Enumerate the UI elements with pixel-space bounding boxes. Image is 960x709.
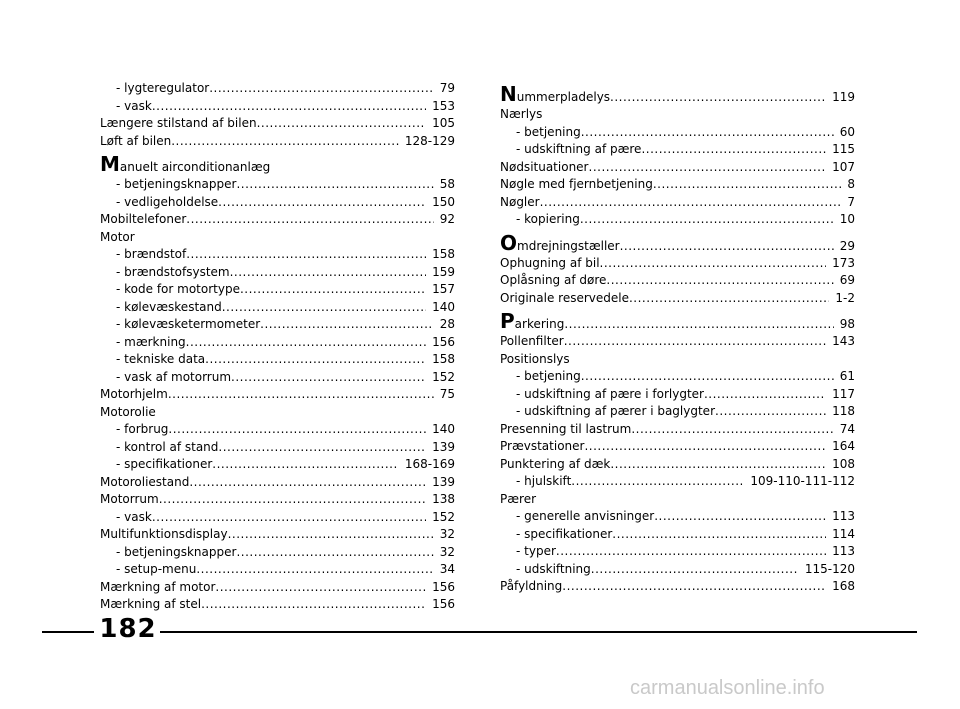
index-entry-label xyxy=(116,334,186,352)
dot-leader xyxy=(168,386,434,404)
index-entry-page: 75 xyxy=(439,387,455,401)
index-entry-text: Punktering af dæk xyxy=(500,456,611,471)
index-entry-text: anuelt airconditionanlæg xyxy=(119,160,271,174)
index-entry xyxy=(100,421,455,439)
index-entry-page: 138 xyxy=(432,492,455,506)
dot-leader xyxy=(654,508,826,526)
index-entry-text: mdrejningstæller xyxy=(517,238,620,253)
index-entry xyxy=(100,115,455,133)
index-entry-page: 8 xyxy=(847,177,855,191)
dot-leader xyxy=(257,115,427,133)
index-entry xyxy=(100,264,455,282)
index-entry-label xyxy=(100,491,159,509)
index-entry-page: 156 xyxy=(432,597,455,611)
index-entry-text: - setup-menu xyxy=(116,562,197,576)
index-entry xyxy=(500,543,855,561)
index-entry-label xyxy=(500,272,606,290)
index-entry-label xyxy=(500,311,564,335)
index-entry xyxy=(500,333,855,351)
index-entry-page: 108 xyxy=(832,456,855,471)
index-entry xyxy=(100,386,455,404)
index-entry-label xyxy=(116,80,209,98)
dot-leader xyxy=(228,526,434,544)
index-entry-page: 164 xyxy=(832,439,855,453)
dot-leader xyxy=(171,133,399,151)
index-entry-label xyxy=(516,368,581,386)
index-entry-label xyxy=(500,106,542,124)
dot-leader xyxy=(186,246,426,264)
dot-leader xyxy=(584,438,826,456)
dot-leader xyxy=(209,80,433,98)
dot-leader xyxy=(562,578,826,596)
dot-leader xyxy=(612,526,826,544)
index-entry-text: ummerpladelys xyxy=(516,90,611,104)
index-entry xyxy=(100,369,455,387)
index-entry-label xyxy=(516,473,571,491)
index-entry xyxy=(100,474,455,492)
index-entry-text: - udskiftning af pære xyxy=(516,142,642,156)
index-entry-label xyxy=(116,369,231,387)
index-entry-label xyxy=(116,561,196,579)
index-entry-text: Nødsituationer xyxy=(500,159,589,174)
dot-leader xyxy=(540,194,842,212)
index-entry-label xyxy=(500,421,631,439)
index-entry-label xyxy=(516,141,641,159)
index-entry-text: Motorhjelm xyxy=(100,387,168,401)
dot-leader xyxy=(189,474,426,492)
footer-rule-right xyxy=(160,631,917,633)
dot-leader xyxy=(610,86,826,108)
index-entry-text: - vask xyxy=(116,509,152,524)
index-entry-text: Ophugning af bil xyxy=(500,255,600,270)
index-entry-label xyxy=(116,98,152,116)
index-entry xyxy=(100,439,455,457)
index-entry-text: arkering xyxy=(514,317,565,331)
index-entry xyxy=(500,561,855,579)
index-entry-page: 60 xyxy=(839,124,855,139)
index-entry-page: 1-2 xyxy=(835,290,855,305)
dot-leader xyxy=(564,333,826,351)
index-entry xyxy=(100,281,455,299)
index-entry-page: 159 xyxy=(432,264,455,279)
index-entry-page: 32 xyxy=(439,527,455,541)
index-entry-text: Mobiltelefoner xyxy=(100,212,187,226)
dot-leader xyxy=(230,264,426,282)
index-entry-page: 115 xyxy=(832,142,855,156)
index-entry-label xyxy=(116,316,260,334)
index-entry-page: 152 xyxy=(432,369,455,384)
index-entry-label xyxy=(100,386,168,404)
index-entry-label xyxy=(116,264,230,282)
dot-leader xyxy=(260,316,434,334)
index-entry-page: 107 xyxy=(832,159,855,174)
index-entry-label xyxy=(500,230,620,257)
index-entry-label xyxy=(516,561,591,579)
index-entry-text: Motorrum xyxy=(100,492,159,506)
dot-leader xyxy=(196,561,433,579)
index-entry-text: Løft af bilen xyxy=(100,133,172,148)
dot-leader xyxy=(641,141,826,159)
dot-leader xyxy=(218,194,426,212)
index-entry-text: Presenning til lastrum xyxy=(500,421,632,436)
index-entry-text: - vedligeholdelse xyxy=(116,194,219,209)
index-entry xyxy=(500,272,855,290)
index-entry xyxy=(500,456,855,474)
index-entry-page: 153 xyxy=(432,98,455,113)
dot-leader xyxy=(581,368,834,386)
dot-leader xyxy=(556,543,826,561)
dot-leader xyxy=(231,369,426,387)
index-entry-label xyxy=(500,578,562,596)
index-entry-text: - udskiftning af pære i forlygter xyxy=(516,386,704,401)
index-entry-text: Påfyldning xyxy=(500,579,563,593)
index-entry xyxy=(100,526,455,544)
index-entry-page: 150 xyxy=(432,194,455,209)
index-entry xyxy=(100,334,455,352)
index-entry-text: Oplåsning af døre xyxy=(500,273,607,287)
index-entry-label xyxy=(516,543,556,561)
index-entry-label xyxy=(500,84,610,108)
index-entry-page: 140 xyxy=(432,299,455,314)
index-entry xyxy=(100,299,455,317)
index-entry-text: Nøgler xyxy=(500,194,540,209)
index-entry-text: Positionslys xyxy=(500,351,570,366)
index-entry-text: Motoroliestand xyxy=(100,474,190,489)
index-entry xyxy=(100,80,455,98)
index-entry-text: Pærer xyxy=(500,491,537,506)
index-entry-page: 79 xyxy=(439,81,455,95)
index-entry xyxy=(500,159,855,177)
index-entry-label xyxy=(500,255,600,273)
index-entry xyxy=(100,491,455,509)
index-entry-text: - udskiftning af pærer i baglygter xyxy=(516,404,716,418)
index-entry xyxy=(500,438,855,456)
index-entry-text: Pollenfilter xyxy=(500,334,564,348)
dot-leader xyxy=(240,281,426,299)
index-entry xyxy=(500,141,855,159)
index-entry-page: 115-120 xyxy=(804,561,855,576)
index-entry-label xyxy=(116,439,218,457)
index-entry-label xyxy=(100,526,228,544)
index-entry-text: - betjeningsknapper xyxy=(116,177,237,191)
index-entry-text: - vask af motorrum xyxy=(116,369,232,384)
index-entry-page: 119 xyxy=(832,90,855,104)
index-entry-page: 157 xyxy=(432,282,455,296)
index-entry-label xyxy=(116,299,222,317)
index-entry-label xyxy=(100,229,135,247)
dot-leader xyxy=(186,211,433,229)
index-entry-label xyxy=(116,281,240,299)
dot-leader xyxy=(591,561,799,579)
dot-leader xyxy=(564,313,833,335)
index-entry xyxy=(100,229,455,247)
page-number: 182 xyxy=(99,614,157,644)
index-entry xyxy=(500,194,855,212)
index-entry xyxy=(500,290,855,308)
index-entry-text: - betjeningsknapper xyxy=(116,544,237,559)
dot-leader xyxy=(218,439,426,457)
index-entry xyxy=(100,404,455,422)
index-entry-page: 152 xyxy=(432,509,455,524)
index-entry-label xyxy=(100,133,171,151)
dot-leader xyxy=(600,255,827,273)
index-entry-label xyxy=(500,194,540,212)
index-entry-page: 92 xyxy=(439,212,455,226)
index-entry-page: 128-129 xyxy=(404,133,455,148)
index-entry-page: 173 xyxy=(832,255,855,270)
index-entry xyxy=(500,386,855,404)
index-entry xyxy=(100,544,455,562)
dot-leader xyxy=(629,290,829,308)
index-entry-page: 109-110-111-112 xyxy=(750,474,855,488)
index-entry-page: 34 xyxy=(439,562,455,576)
index-entry xyxy=(100,176,455,194)
dot-leader xyxy=(168,421,426,439)
index-entry-text: - kontrol af stand xyxy=(116,439,219,454)
index-entry-page: 156 xyxy=(432,334,455,349)
index-entry xyxy=(100,456,455,474)
index-entry-label xyxy=(116,509,152,527)
index-entry-label xyxy=(516,526,612,544)
index-entry-text: - generelle anvisninger xyxy=(516,509,655,523)
index-entry-page: 139 xyxy=(432,439,455,454)
index-entry-label xyxy=(116,421,168,439)
index-entry-page: 113 xyxy=(832,544,855,558)
index-entry-text: Nøgle med fjernbetjening xyxy=(500,177,653,191)
footer-rule-left xyxy=(42,631,94,633)
index-entry-label xyxy=(500,333,564,351)
index-entry-label xyxy=(100,115,257,133)
index-column-left xyxy=(100,80,455,614)
index-entry xyxy=(500,351,855,369)
index-entry xyxy=(500,84,855,106)
dot-leader xyxy=(620,235,834,257)
section-letter: N xyxy=(500,82,517,106)
index-entry-page: 168-169 xyxy=(404,457,455,471)
index-entry xyxy=(100,596,455,614)
index-entry xyxy=(500,578,855,596)
dot-leader xyxy=(205,351,426,369)
index-entry-page: 98 xyxy=(839,317,855,331)
index-entry-label xyxy=(516,386,704,404)
dot-leader xyxy=(715,403,826,421)
dot-leader xyxy=(704,386,826,404)
index-entry-text: Nærlys xyxy=(500,107,543,121)
dot-leader xyxy=(581,124,834,142)
index-entry-page: 118 xyxy=(832,404,855,418)
index-entry-text: Mærkning af motor xyxy=(100,579,216,594)
index-entry-text: - hjulskift xyxy=(516,474,572,488)
index-entry-label xyxy=(116,246,186,264)
index-entry-text: Prævstationer xyxy=(500,439,585,453)
index-entry-page: 158 xyxy=(432,352,455,366)
index-entry-label xyxy=(500,176,653,194)
index-entry xyxy=(500,526,855,544)
index-entry-text: - kølevæsketermometer xyxy=(116,317,261,331)
index-entry-label xyxy=(100,474,189,492)
index-entry-page: 58 xyxy=(439,177,455,191)
index-entry-label xyxy=(500,456,610,474)
dot-leader xyxy=(571,473,744,491)
index-entry-label xyxy=(516,124,581,142)
index-entry-label xyxy=(100,579,215,597)
index-entry-page: 69 xyxy=(839,273,855,287)
index-entry-label xyxy=(100,404,156,422)
index-entry-label xyxy=(116,351,205,369)
index-entry-label xyxy=(500,491,536,509)
section-letter: O xyxy=(500,230,518,255)
dot-leader xyxy=(236,544,433,562)
index-entry-label xyxy=(516,403,715,421)
index-entry-label xyxy=(516,211,580,229)
dot-leader xyxy=(653,176,842,194)
index-entry xyxy=(500,255,855,273)
dot-leader xyxy=(222,299,426,317)
index-entry xyxy=(500,473,855,491)
section-letter: M xyxy=(100,152,120,176)
dot-leader xyxy=(589,159,827,177)
index-entry-page: 114 xyxy=(832,526,855,541)
index-entry-text: - kopiering xyxy=(516,212,580,226)
index-entry-text: - kode for motortype xyxy=(116,282,240,296)
index-entry-text: - brændstof xyxy=(116,247,187,261)
index-entry-page: 143 xyxy=(832,334,855,348)
index-entry-text: - specifikationer xyxy=(116,457,213,471)
index-entry-page: 158 xyxy=(432,247,455,261)
index-entry-page: 113 xyxy=(832,509,855,523)
index-entry-page: 105 xyxy=(432,116,455,130)
dot-leader xyxy=(236,176,433,194)
dot-leader xyxy=(215,579,426,597)
index-entry xyxy=(500,368,855,386)
index-entry-label xyxy=(116,456,212,474)
index-entry-page: 74 xyxy=(839,421,855,436)
index-entry xyxy=(100,154,455,176)
dot-leader xyxy=(152,98,426,116)
index-entry-text: - vask xyxy=(116,98,152,113)
index-entry xyxy=(500,508,855,526)
index-entry xyxy=(100,133,455,151)
index-entry xyxy=(100,246,455,264)
index-entry xyxy=(500,311,855,333)
index-entry xyxy=(100,98,455,116)
dot-leader xyxy=(159,491,426,509)
dot-leader xyxy=(580,211,834,229)
index-entry-label xyxy=(500,351,570,369)
dot-leader xyxy=(606,272,833,290)
index-entry xyxy=(100,509,455,527)
index-entry-label xyxy=(516,508,654,526)
index-entry-text: - typer xyxy=(516,544,556,558)
index-entry-page: 32 xyxy=(439,544,455,559)
index-entry xyxy=(500,421,855,439)
index-entry-page: 61 xyxy=(839,369,855,383)
section-letter: P xyxy=(500,309,515,333)
index-entry-page: 10 xyxy=(839,212,855,226)
index-entry-text: Originale reservedele xyxy=(500,290,629,305)
index-entry-text: - betjening xyxy=(516,369,581,383)
index-entry-label xyxy=(116,194,218,212)
index-entry xyxy=(500,124,855,142)
index-entry-text: Længere stilstand af bilen xyxy=(100,116,257,130)
index-entry-text: Mærkning af stel xyxy=(100,597,202,611)
dot-leader xyxy=(212,456,399,474)
index-entry-text: - kølevæskestand xyxy=(116,299,222,314)
index-entry-text: Motor xyxy=(100,229,135,244)
index-entry-label xyxy=(500,290,629,308)
index-entry xyxy=(100,351,455,369)
index-entry-label xyxy=(100,211,186,229)
dot-leader xyxy=(152,509,426,527)
index-entry xyxy=(500,230,855,255)
index-entry xyxy=(500,176,855,194)
dot-leader xyxy=(631,421,833,439)
index-entry-label xyxy=(100,154,270,178)
index-entry-text: - lygteregulator xyxy=(116,81,210,95)
index-entry xyxy=(100,316,455,334)
index-entry-page: 117 xyxy=(832,386,855,401)
index-entry-label xyxy=(500,159,589,177)
index-entry-label xyxy=(100,596,201,614)
index-entry-page: 28 xyxy=(439,317,455,331)
index-entry xyxy=(100,579,455,597)
dot-leader xyxy=(186,334,426,352)
index-entry-page: 7 xyxy=(847,194,855,209)
index-entry-text: - brændstofsystem xyxy=(116,264,230,279)
index-entry xyxy=(500,491,855,509)
index-entry-label xyxy=(500,438,584,456)
index-entry xyxy=(500,403,855,421)
index-entry-page: 168 xyxy=(832,579,855,593)
index-entry-text: - mærkning xyxy=(116,334,186,349)
index-entry-page: 139 xyxy=(432,474,455,489)
dot-leader xyxy=(201,596,426,614)
watermark: carmanualsonline.info xyxy=(630,677,825,699)
index-entry-text: - betjening xyxy=(516,124,581,139)
index-entry-label xyxy=(116,544,236,562)
index-entry xyxy=(100,194,455,212)
index-entry-page: 29 xyxy=(839,238,855,253)
index-entry-page: 156 xyxy=(432,579,455,594)
index-entry xyxy=(500,211,855,229)
index-entry xyxy=(100,211,455,229)
index-entry-text: - tekniske data xyxy=(116,352,206,366)
index-entry-text: - udskiftning xyxy=(516,561,591,576)
index-entry-text: - specifikationer xyxy=(516,526,613,541)
dot-leader xyxy=(610,456,826,474)
index-entry-text: Motorolie xyxy=(100,404,156,419)
index-column-right xyxy=(500,80,855,596)
index-entry-text: Multifunktionsdisplay xyxy=(100,527,228,541)
index-entry-text: - forbrug xyxy=(116,422,169,436)
index-entry-label xyxy=(116,176,236,194)
index-entry xyxy=(500,106,855,124)
index-entry xyxy=(100,561,455,579)
index-entry-page: 140 xyxy=(432,422,455,436)
